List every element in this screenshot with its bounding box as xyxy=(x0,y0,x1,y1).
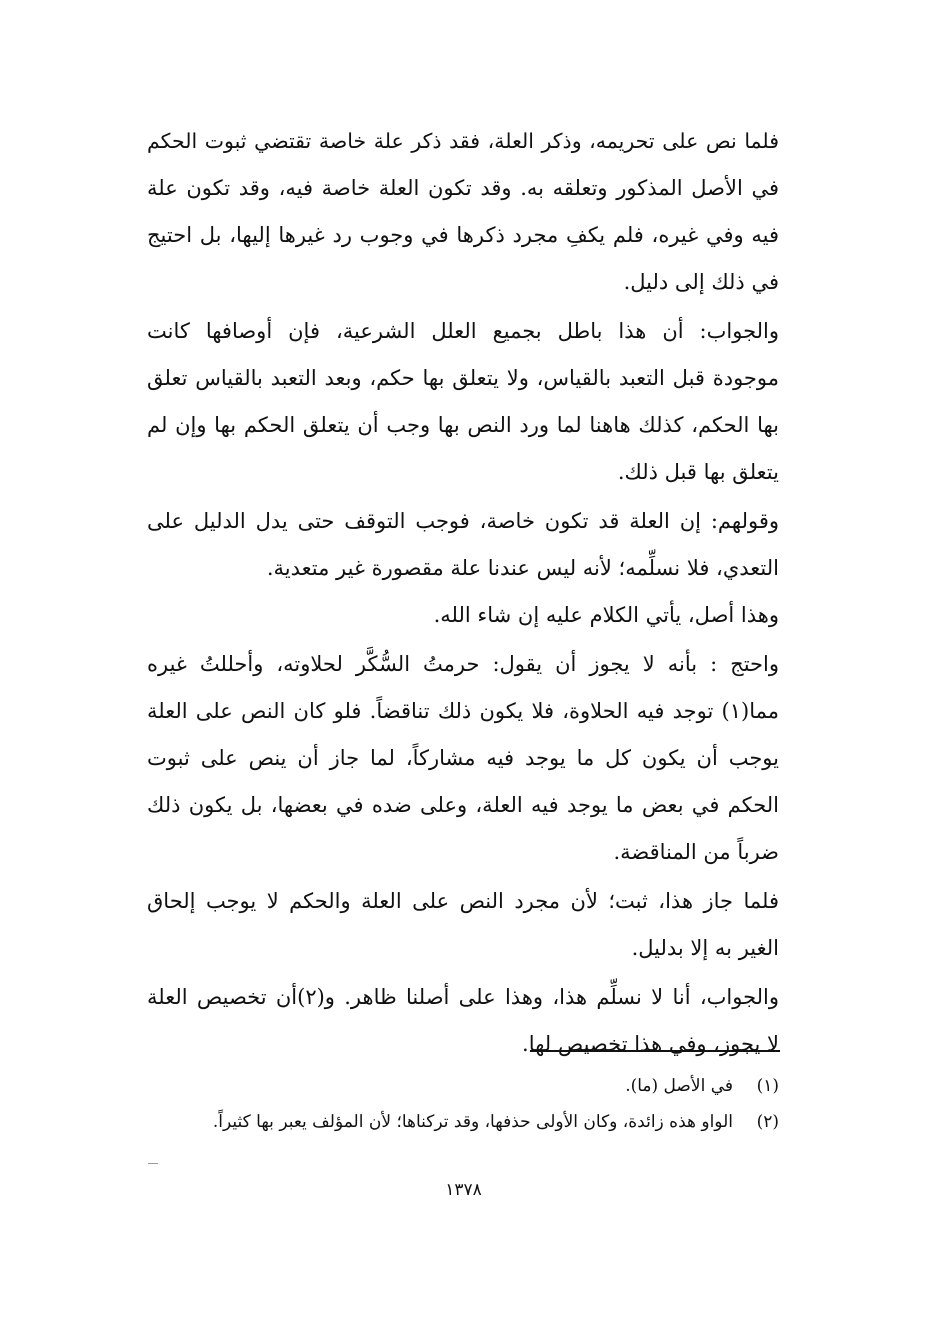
text-line: يتعلق بها قبل ذلك. xyxy=(617,460,779,484)
text-line: لا يجوز، وفي هذا تخصيص لها. xyxy=(522,1032,779,1056)
text-line: في الأصل المذكور وتعلقه به. وقد تكون العلة خاصة فيه، وقد تكون علة xyxy=(147,176,779,200)
footnotes xyxy=(99,1068,779,1140)
text-line: فيه وفي غيره، فلم يكفِ مجرد ذكرها في وجوب رد غيرها إليها، بل احتيج xyxy=(147,223,779,247)
footnote-marker: (١) xyxy=(756,1076,779,1096)
text-line: في ذلك إلى دليل. xyxy=(623,270,779,294)
footnote xyxy=(99,1104,779,1140)
footnote-separator xyxy=(530,1050,780,1052)
footnote-marker: (٢) xyxy=(756,1112,779,1132)
text-line: ضرباً من المناقضة. xyxy=(613,840,779,864)
main-text xyxy=(147,118,779,1068)
footnote-text: الواو هذه زائدة، وكان الأولى حذفها، وقد تركناها؛ لأن المؤلف يعبر بها كثيراً. xyxy=(212,1112,733,1132)
page-number: ١٣٧٨ xyxy=(445,1180,482,1200)
text-line: الغير به إلا بدليل. xyxy=(631,936,779,960)
text-line: فلما نص على تحريمه، وذكر العلة، فقد ذكر علة خاصة تقتضي ثبوت الحكم xyxy=(147,129,779,153)
footnote-text: في الأصل (ما). xyxy=(625,1076,733,1096)
text-line: فلما جاز هذا، ثبت؛ لأن مجرد النص على العلة والحكم لا يوجب إلحاق xyxy=(147,889,779,913)
text-line: الحكم في بعض ما يوجد فيه العلة، وعلى ضده في بعضها، بل يكون ذلك xyxy=(147,793,779,817)
text-line: يوجب أن يكون كل ما يوجد فيه مشاركاً، لما جاز أن ينص على ثبوت xyxy=(147,746,779,770)
text-line: والجواب: أن هذا باطل بجميع العلل الشرعية، فإن أوصافها كانت xyxy=(147,319,779,343)
text-line: وهذا أصل، يأتي الكلام عليه إن شاء الله. xyxy=(433,603,779,627)
text-line: موجودة قبل التعبد بالقياس، ولا يتعلق بها حكم، وبعد التعبد بالقياس تعلق xyxy=(147,366,779,390)
text-line: مما(١) توجد فيه الحلاوة، فلا يكون ذلك تناقضاً. فلو كان النص على العلة xyxy=(147,699,779,723)
scan-speck xyxy=(148,1163,158,1164)
text-line: وقولهم: إن العلة قد تكون خاصة، فوجب التوقف حتى يدل الدليل على xyxy=(147,509,779,533)
footnote xyxy=(99,1068,779,1104)
text-line: التعدي، فلا نسلِّمه؛ لأنه ليس عندنا علة مقصورة غير متعدية. xyxy=(266,556,779,580)
text-line: بها الحكم، كذلك هاهنا لما ورد النص بها وجب أن يتعلق الحكم بها وإن لم xyxy=(147,413,779,437)
text-line: والجواب، أنا لا نسلِّم هذا، وهذا على أصلنا ظاهر. و(٢)أن تخصيص العلة xyxy=(147,985,779,1009)
text-line: واحتج : بأنه لا يجوز أن يقول: حرمتُ السُّكَّر لحلاوته، وأحللتُ غيره xyxy=(147,652,779,676)
